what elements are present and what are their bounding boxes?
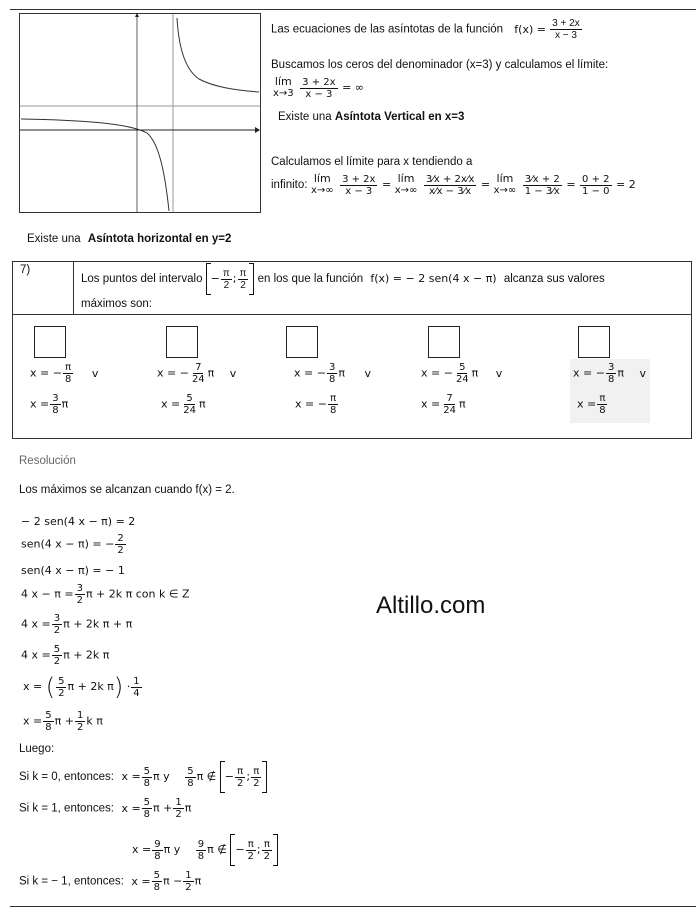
step-2: sen(4 x − π) = − $\frac{2}{2}$: [21, 533, 124, 556]
asymptote-intro: Las ecuaciones de las asíntotas de la función f(x) = $\frac{3 + 2x}{x - 3}$: [271, 18, 580, 41]
horizontal-limit: infinito: lím x→∞ $\frac{3 + 2x}{x - 3}$ = lím x→∞ $\frac{3⁄x + 2x⁄x}{x⁄x - 3⁄x}$ = lím x→∞ $\frac{3⁄x + 2}{1 - 3⁄x}$ = $\frac{0 + 2}{1 - 0}$ = 2: [271, 172, 636, 197]
option-4-line-2: x = $\frac{7}{24}$ π: [421, 393, 466, 416]
step-6: 4 x = $\frac{5}{2}$ π + 2k π: [21, 644, 110, 667]
option-3-checkbox[interactable]: [286, 326, 318, 358]
option-3-line-2: x = − $\frac{\pi}{8}$: [295, 393, 337, 416]
step-4: 4 x − π = $\frac{3}{2}$ π + 2k π con k ∈ Z: [21, 583, 190, 606]
bottom-rule: [10, 906, 696, 907]
question-options-divider: [12, 314, 692, 315]
resolution-heading: Resolución: [19, 455, 76, 467]
option-4-line-1: x = − $\frac{5}{24}$ π v: [421, 362, 503, 385]
vertical-asymptote-statement: Existe una Asíntota Vertical en x=3: [278, 111, 465, 123]
option-5-line-2: x = $\frac{\pi}{8}$: [577, 393, 606, 416]
luego-label: Luego:: [19, 743, 55, 755]
question-statement: Los puntos del intervalo − $\frac{\pi}{2}$ ; $\frac{\pi}{2}$ en los que la función f(x) = − 2 sen(4 x − π) alcanza sus valores: [81, 263, 605, 295]
infinity-text: Calculamos el límite para x tendiendo a: [271, 156, 473, 168]
option-2-line-2: x = $\frac{5}{24}$ π: [161, 393, 206, 416]
step-3: sen(4 x − π) = − 1: [21, 564, 125, 577]
option-3-line-1: x = − $\frac{3}{8}$ π v: [294, 362, 371, 385]
resolution-intro: Los máximos se alcanzan cuando f(x) = 2.: [19, 484, 235, 496]
question-statement-cont: máximos son:: [81, 298, 152, 310]
top-rule: [10, 9, 696, 10]
step-5: 4 x = $\frac{3}{2}$ π + 2k π + π: [21, 613, 133, 636]
k0-line: Si k = 0, entonces: x = $\frac{5}{8}$ π y $\frac{5}{8}$ π ∉ − $\frac{\pi}{2}$ ; $\frac{\pi}{2}$: [19, 761, 267, 793]
option-5-line-1: x = − $\frac{3}{8}$ π v: [573, 362, 646, 385]
k1-line: Si k = 1, entonces: x = $\frac{5}{8}$ π + $\frac{1}{2}$ π: [19, 797, 192, 820]
altillo-watermark: Altillo.com: [376, 592, 486, 619]
step-1: − 2 sen(4 x − π) = 2: [21, 515, 136, 528]
k1-result-line: x = $\frac{9}{8}$ π y $\frac{9}{8}$ π ∉ − $\frac{\pi}{2}$ ; $\frac{\pi}{2}$: [132, 834, 278, 866]
function-graph: [19, 13, 261, 213]
option-2-checkbox[interactable]: [166, 326, 198, 358]
step-7: x = ( $\frac{5}{2}$ π + 2k π) · $\frac{1}{4}$: [23, 673, 140, 701]
option-2-line-1: x = − $\frac{7}{24}$ π v: [157, 362, 237, 385]
graph-frame: [20, 14, 261, 213]
km1-line: Si k = − 1, entonces: x = $\frac{5}{8}$ π − $\frac{1}{2}$ π: [19, 870, 202, 893]
question-number-divider: [73, 261, 74, 314]
option-1-line-1: x = − $\frac{\pi}{8}$ v: [30, 362, 99, 385]
vertical-limit: lím x→3 $\frac{3 + 2x}{x - 3}$ = ∞: [273, 75, 364, 100]
search-zeros-text: Buscamos los ceros del denominador (x=3) y calculamos el límite:: [271, 59, 609, 71]
question-number: 7): [20, 264, 31, 276]
option-5-checkbox[interactable]: [578, 326, 610, 358]
horizontal-asymptote-statement: Existe una Asíntota horizontal en y=2: [27, 233, 232, 245]
option-1-line-2: x = $\frac{3}{8}$ π: [30, 393, 69, 416]
option-4-checkbox[interactable]: [428, 326, 460, 358]
step-8: x = $\frac{5}{8}$ π + $\frac{1}{2}$ k π: [23, 710, 103, 733]
option-1-checkbox[interactable]: [34, 326, 66, 358]
